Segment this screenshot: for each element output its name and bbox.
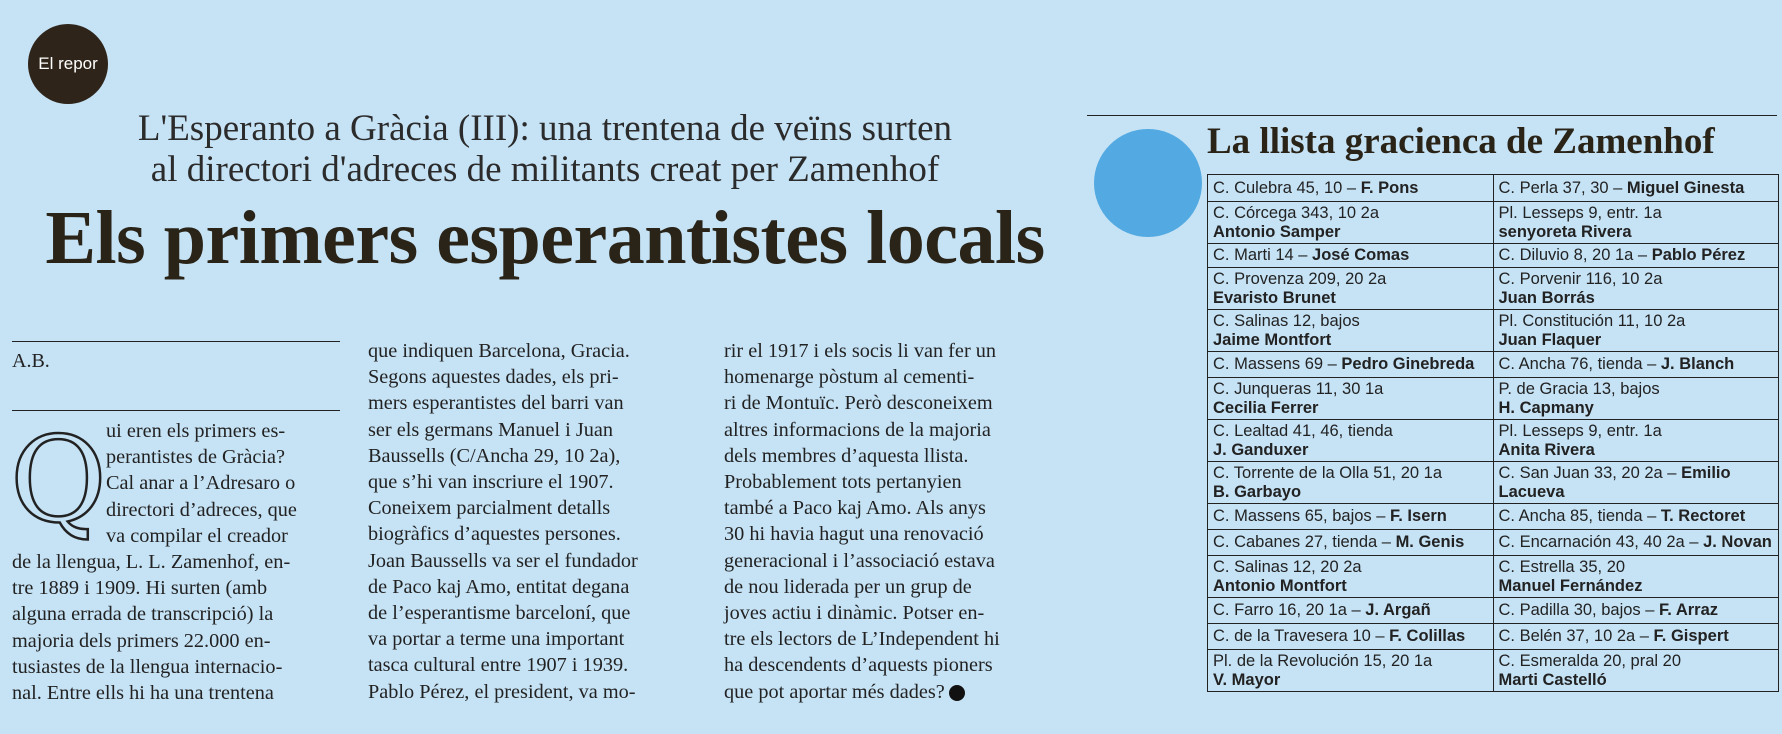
member-name: Manuel Fernández [1498,576,1643,595]
text-line: Segons aquestes dades, els pri- [368,366,619,389]
address-text: C. Cabanes 27, tienda – [1213,533,1391,551]
address-cell [1208,268,1494,310]
address-text: C. Salinas 12, bajos [1213,311,1360,330]
address-text: C. Porvenir 116, 10 2a [1498,269,1663,288]
text-line: ha descendents d’aquests pioners [724,654,993,677]
text-line: 30 hi havia hagut una renovació [724,523,984,546]
address-text: C. de la Travesera 10 – [1213,627,1385,645]
address-text: C. Padilla 30, bajos – [1498,601,1655,619]
address-text: P. de Gracia 13, bajos [1498,379,1660,398]
member-name: V. Mayor [1213,670,1281,689]
text-line: homenarge pòstum al cementi- [724,366,975,389]
text-line-content: que pot aportar més dades? [724,680,945,703]
address-text: C. Lealtad 41, 46, tienda [1213,421,1393,440]
member-name: J. Argañ [1365,601,1431,619]
member-name: Juan Borrás [1498,288,1595,307]
address-cell [1493,352,1779,378]
article-title: Els primers esperantistes locals [45,196,1045,280]
author-byline: A.B. [12,350,50,372]
address-cell [1208,352,1494,378]
text-line: Baussells (C/Ancha 29, 10 2a), [368,444,621,467]
address-cell [1208,244,1494,268]
text-line: de nou liderada per un grup de [724,575,972,598]
table-row [1208,268,1779,310]
text-line: tre 1889 i 1909. Hi surten (amb [12,577,268,600]
text-line: biogràfics d’aquestes persones. [368,523,621,546]
text-line: que s’hi van inscriure el 1907. [368,471,614,494]
address-cell [1208,202,1494,244]
divider [12,341,340,342]
table-row [1208,504,1779,530]
member-name: Antonio Samper [1213,222,1341,241]
address-text: Pl. Constitución 11, 10 2a [1498,311,1686,330]
address-text: C. Torrente de la Olla 51, 20 1a [1213,463,1443,482]
address-cell [1493,624,1779,650]
address-cell [1208,598,1494,624]
text-line: ui eren els primers es- [106,420,286,442]
address-cell [1208,175,1494,202]
member-name: H. Capmany [1498,398,1594,417]
member-name: Pablo Pérez [1651,246,1746,264]
address-cell [1493,504,1779,530]
text-line: perantistes de Gràcia? [106,446,286,469]
table-row [1208,244,1779,268]
text-line: joves actiu i dinàmic. Potser en- [724,602,985,625]
address-cell [1208,504,1494,530]
address-cell [1493,420,1779,462]
decorative-circle-icon [1094,129,1202,237]
text-line: que indiquen Barcelona, Gracia. [368,340,630,362]
address-cell [1208,556,1494,598]
text-line: Joan Baussells va ser el fundador [368,549,638,572]
address-text: C. Diluvio 8, 20 1a – [1498,246,1648,264]
member-name: J. Ganduxer [1213,440,1309,459]
address-text: Pl. Lesseps 9, entr. 1a [1498,203,1662,222]
address-text: C. Belén 37, 10 2a – [1498,627,1649,645]
member-name: Evaristo Brunet [1213,288,1336,307]
address-text: Pl. de la Revolución 15, 20 1a [1213,651,1433,670]
address-cell [1493,202,1779,244]
text-line: de la llengua, L. L. Zamenhof, en- [12,551,291,574]
address-text: C. Córcega 343, 10 2a [1213,203,1380,222]
table-row [1208,352,1779,378]
member-name: M. Genis [1395,533,1465,551]
table-row [1208,310,1779,352]
text-line: tasca cultural entre 1907 i 1939. [368,654,629,677]
text-line: majoria dels primers 22.000 en- [12,629,271,652]
address-text: C. Massens 65, bajos – [1213,507,1386,525]
table-row [1208,378,1779,420]
address-table [1207,174,1779,692]
subtitle-line: al directori d'adreces de militants creat per Zamenhof [150,149,940,190]
article-column-2 [368,338,708,705]
member-name: Marti Castelló [1498,670,1607,689]
sidebar-title: La llista gracienca de Zamenhof [1207,121,1715,162]
member-name: Anita Rivera [1498,440,1595,459]
text-line: també a Paco kaj Amo. Als anys [724,497,986,520]
address-cell [1493,530,1779,556]
member-name: F. Gispert [1653,627,1729,645]
text-line: mers esperantistes del barri van [368,392,624,415]
sidebar-divider [1087,115,1777,116]
address-text: C. Ancha 76, tienda – [1498,355,1657,373]
address-cell [1493,268,1779,310]
member-name: F. Isern [1390,507,1447,525]
address-cell [1493,310,1779,352]
subtitle-line: L'Esperanto a Gràcia (III): una trentena de veïns surten [137,108,953,149]
address-text: C. Provenza 209, 20 2a [1213,269,1387,288]
table-row [1208,420,1779,462]
table-row [1208,462,1779,504]
address-cell [1493,556,1779,598]
address-text: C. Farro 16, 20 1a – [1213,601,1361,619]
text-line: ri de Montuïc. Però desconeixem [724,392,993,415]
member-name: Antonio Montfort [1213,576,1347,595]
text-line: rir el 1917 i els socis li van fer un [724,340,997,362]
table-row [1208,650,1779,692]
address-text: C. Salinas 12, 20 2a [1213,557,1362,576]
text-line: nal. Entre ells hi ha una trentena [12,682,274,705]
member-name: T. Rectoret [1660,507,1746,525]
address-text: C. Encarnación 43, 40 2a – [1498,533,1699,551]
text-line: directori d’adreces, que [106,498,297,521]
address-cell [1208,530,1494,556]
address-text: C. Estrella 35, 20 [1498,557,1626,576]
member-name: F. Colillas [1389,627,1466,645]
address-cell [1493,244,1779,268]
member-name: J. Blanch [1660,355,1735,373]
address-cell [1208,378,1494,420]
address-text: C. Esmeralda 20, pral 20 [1498,651,1682,670]
text-line: de Paco kaj Amo, entitat degana [368,575,630,598]
text-line: Coneixem parcialment detalls [368,497,611,520]
table-row [1208,530,1779,556]
article-subtitle [20,108,1070,190]
address-cell [1208,650,1494,692]
member-name: Miguel Ginesta [1626,178,1745,197]
text-line [724,679,1064,705]
member-name: Jaime Montfort [1213,330,1332,349]
member-name: senyoreta Rivera [1498,222,1632,241]
member-name: Cecilia Ferrer [1213,398,1319,417]
text-line: va compilar el creador [106,524,288,547]
text-line: alguna errada de transcripció) la [12,603,274,626]
address-table-body [1208,175,1779,692]
member-name: Emilio [1681,463,1731,482]
member-name: F. Pons [1360,178,1419,197]
address-text: C. Perla 37, 30 – [1498,178,1623,197]
member-name: Lacueva [1498,482,1565,501]
address-cell [1208,624,1494,650]
member-name: B. Garbayo [1213,482,1302,501]
address-cell [1208,420,1494,462]
text-line: dels membres d’aquesta llista. [724,444,969,467]
address-text: C. San Juan 33, 20 2a – [1498,463,1677,482]
table-row [1208,175,1779,202]
address-text: C. Ancha 85, tienda – [1498,507,1657,525]
text-line: altres informacions de la majoria [724,418,991,441]
drop-cap: Q [10,411,107,549]
address-text: Pl. Lesseps 9, entr. 1a [1498,421,1662,440]
address-text: C. Junqueras 11, 30 1a [1213,379,1384,398]
text-line: Pablo Pérez, el president, va mo- [368,680,636,703]
table-row [1208,202,1779,244]
table-row [1208,624,1779,650]
section-badge: El repor [28,24,108,104]
member-name: Juan Flaquer [1498,330,1602,349]
text-line: de l’esperantisme barceloní, que [368,602,631,625]
address-text: C. Culebra 45, 10 – [1213,178,1357,197]
text-line: va portar a terme una important [368,628,625,651]
text-line: Probablement tots pertanyien [724,471,962,494]
member-name: F. Arraz [1659,601,1719,619]
member-name: J. Novan [1703,533,1772,551]
address-cell [1208,310,1494,352]
address-cell [1493,378,1779,420]
end-of-article-icon [949,685,965,701]
table-row [1208,556,1779,598]
text-line: generacional i l’associació estava [724,549,995,572]
address-cell [1493,462,1779,504]
address-cell [1493,598,1779,624]
text-line: tre els lectors de L’Independent hi [724,628,1000,651]
article-column-3 [724,338,1064,705]
member-name: José Comas [1312,246,1410,264]
article-column-1 [10,411,352,706]
text-line: ser els germans Manuel i Juan [368,418,613,441]
text-line: Cal anar a l’Adresaro o [106,472,296,495]
member-name: Pedro Ginebreda [1341,355,1475,373]
table-row [1208,598,1779,624]
address-text: C. Massens 69 – [1213,355,1337,373]
address-text: C. Marti 14 – [1213,246,1308,264]
address-cell [1208,462,1494,504]
text-line: tusiastes de la llengua internacio- [12,655,283,678]
address-cell [1493,650,1779,692]
address-cell [1493,175,1779,202]
